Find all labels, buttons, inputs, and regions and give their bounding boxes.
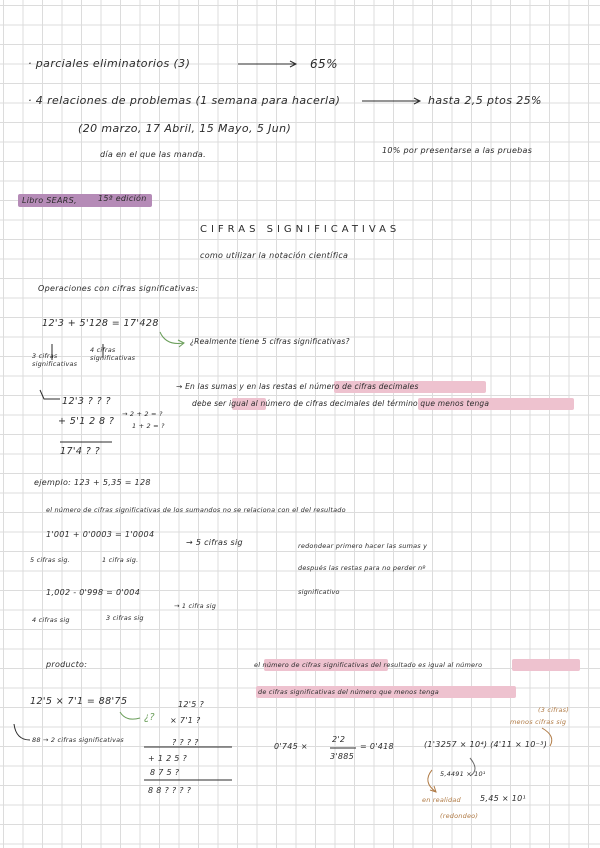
frac-den: 3'885 xyxy=(330,752,355,761)
real-note-2: (redondeo) xyxy=(440,812,479,820)
ops-heading: Operaciones con cifras significativas: xyxy=(38,284,199,293)
product-rule-1: el número de cifras significativas del resultado es igual al número xyxy=(254,661,483,669)
col-res: 17'4 ? ? xyxy=(60,446,101,457)
example-eq3-sig: → 1 cifra sig xyxy=(174,602,217,610)
col-n1: → 2 + 2 = ? xyxy=(122,410,163,418)
line-parciales: · parciales eliminatorios (3) xyxy=(28,57,191,70)
col-a: 12'3 ? ? ? xyxy=(62,396,111,407)
mult-line-6: 8 8 ? ? ? ? xyxy=(148,786,192,795)
libro-label: Libro SEARS, xyxy=(22,196,77,205)
mult-line-2: × 7'1 ? xyxy=(170,716,201,725)
ops-rule-2: debe ser igual al número de cifras decimales del término que menos tenga xyxy=(192,399,490,408)
line-dates: (20 marzo, 17 Abril, 15 Mayo, 5 Jun) xyxy=(78,122,292,135)
line-relaciones-right: hasta 2,5 ptos 25% xyxy=(428,94,542,107)
mult-line-4: + 1 2 5 ? xyxy=(148,754,188,763)
real-note-1: en realidad xyxy=(422,796,461,804)
sci-note-1: (3 cifras) xyxy=(538,706,569,714)
example-eq3-mid: 3 cifras sig xyxy=(106,614,144,622)
product-result-note: 88 → 2 cifras significativas xyxy=(32,736,124,744)
sci-result: 5,4491 × 10¹ xyxy=(440,770,486,778)
frac-left: 0'745 × xyxy=(274,742,308,751)
real-value: 5,45 × 10¹ xyxy=(480,794,526,803)
example-eq3: 1,002 - 0'998 = 0'004 xyxy=(46,588,141,597)
example-eq2-mid: 1 cifra sig. xyxy=(102,556,139,564)
section-title: CIFRAS SIGNIFICATIVAS xyxy=(200,224,401,235)
example-eq2: 1'001 + 0'0003 = 1'0004 xyxy=(46,530,155,539)
line-relaciones: · 4 relaciones de problemas (1 semana para hacerla) xyxy=(28,94,341,107)
sci-expression: (1'3257 × 10⁴) (4'11 × 10⁻³) xyxy=(424,740,548,749)
product-heading: producto: xyxy=(46,660,88,669)
ops-sum: 12'3 + 5'128 = 17'428 xyxy=(42,318,159,329)
example-eq2-sig: → 5 cifras sig xyxy=(186,538,243,547)
libro-edition: 15ª edición xyxy=(98,194,147,203)
mult-line-3: ? ? ? ? xyxy=(172,738,199,747)
example-note: el número de cifras significativas de los sumandos no se relaciona con el del resultado xyxy=(46,506,346,514)
line-parciales-pct: 65% xyxy=(310,57,338,71)
mult-line-5: 8 7 5 ? xyxy=(150,768,180,777)
ops-sig3: 3 cifras significativas xyxy=(32,352,78,368)
col-b: + 5'1 2 8 ? xyxy=(58,416,115,427)
frac-res: = 0'418 xyxy=(360,742,394,751)
example-eq2-left: 5 cifras sig. xyxy=(30,556,70,564)
example-advice-1: redondear primero hacer las sumas y xyxy=(298,542,428,550)
example-eq3-left: 4 cifras sig xyxy=(32,616,70,624)
line-bonus: 10% por presentarse a las pruebas xyxy=(382,146,533,155)
example-advice-2: después las restas para no perder nº xyxy=(298,564,426,572)
example-advice-3: significativo xyxy=(298,588,340,596)
ops-rule-1: → En las sumas y en las restas el número de cifras decimales xyxy=(176,382,419,391)
mult-line-1: 12'5 ? xyxy=(178,700,205,709)
sci-note-2: menos cifras sig xyxy=(510,718,567,726)
example-eq: ejemplo: 123 + 5,35 = 128 xyxy=(34,478,151,487)
line-dia: día en el que las manda. xyxy=(100,150,206,159)
product-highlight-2 xyxy=(512,659,580,671)
ops-question: ¿Realmente tiene 5 cifras significativas? xyxy=(190,337,350,346)
product-eq: 12'5 × 7'1 = 88'75 xyxy=(30,696,128,707)
col-n2: 1 + 2 = ? xyxy=(132,422,165,430)
frac-num: 2'2 xyxy=(332,735,346,744)
product-q: ¿? xyxy=(144,712,155,723)
product-rule-2: de cifras significativas del número que menos tenga xyxy=(258,688,439,696)
ops-sig4: 4 cifras significativas xyxy=(90,346,136,362)
section-subtitle: como utilizar la notación científica xyxy=(200,251,349,260)
